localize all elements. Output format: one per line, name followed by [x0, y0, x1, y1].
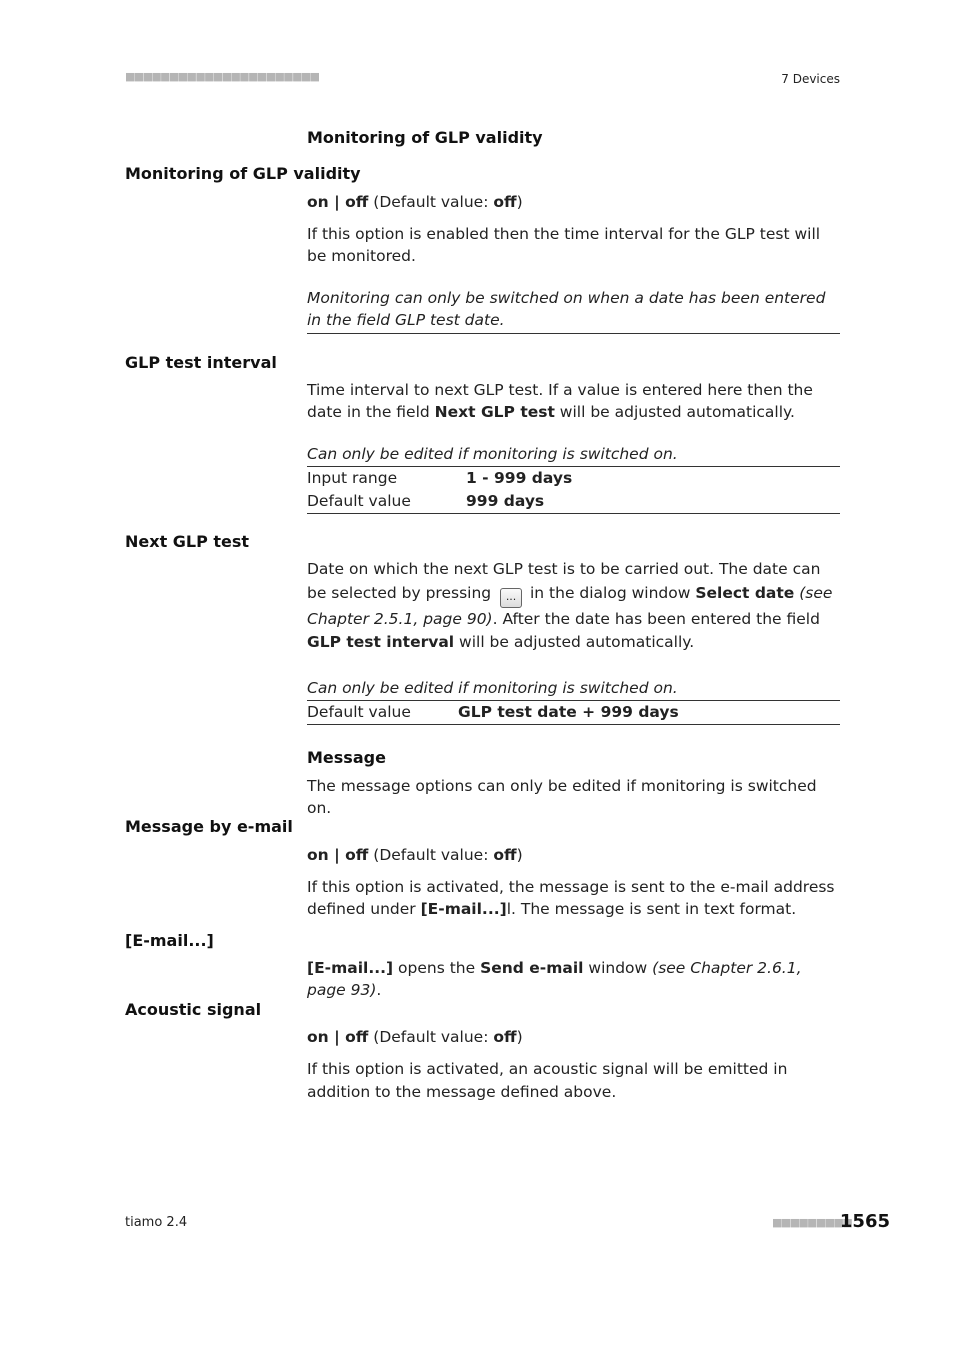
header-section: 7 Devices	[781, 72, 840, 86]
subheading-message: Message	[307, 748, 386, 767]
description-next: Date on which the next GLP test is to be carried out. The date can be selected by pressing ... in the dialog window Select date (see Chapter 2.5.1, page 90). After the date has been entered the field GLP test interval will be adjusted automatically.	[307, 560, 833, 651]
note-interval: Can only be edited if monitoring is switched on.	[307, 443, 840, 467]
footer-product: tiamo 2.4	[125, 1215, 188, 1230]
param-title-email: Message by e-mail	[125, 817, 293, 836]
table-row-default-value-next	[307, 701, 840, 725]
param-title-next: Next GLP test	[125, 532, 250, 551]
table-row-input-range	[307, 467, 840, 490]
footer-decoration: ■■■■■■■■■	[772, 1216, 852, 1229]
description-email-button: [E-mail...] opens the Send e-mail window (see Chapter 2.6.1, page 93).	[307, 959, 802, 999]
description-acoustic: If this option is activated, an acoustic signal will be emitted in addition to the message defined above.	[307, 1060, 788, 1101]
table-key: Default value	[307, 492, 411, 510]
description-interval: Time interval to next GLP test. If a value is entered here then the date in the field Next GLP test will be adjusted automatically.	[307, 381, 813, 421]
option-values-email: on | off (Default value: off)	[307, 846, 523, 864]
table-value: 999 days	[466, 492, 545, 510]
param-title-email-button: [E-mail...]	[125, 931, 214, 950]
page-number: 1565	[839, 1211, 890, 1232]
param-title-interval: GLP test interval	[125, 353, 277, 372]
table-key: Default value	[307, 703, 411, 721]
param-title-monitoring: Monitoring of GLP validity	[125, 164, 361, 183]
table-row-default-value	[307, 490, 840, 514]
description-monitoring: If this option is enabled then the time interval for the GLP test will be monitored.	[307, 225, 821, 265]
description-message: The message options can only be edited if monitoring is switched on.	[307, 777, 817, 817]
ellipsis-button-icon: ...	[500, 588, 522, 608]
note-monitoring: Monitoring can only be switched on when a date has been entered in the field GLP test date.	[307, 287, 840, 334]
table-value: GLP test date + 999 days	[458, 703, 679, 721]
section-subtitle: Monitoring of GLP validity	[307, 128, 543, 147]
option-values-monitoring: on | off (Default value: off)	[307, 193, 523, 211]
description-email: If this option is activated, the message is sent to the e-mail address defined under [E-mail...]l. The message is sent in text format.	[307, 878, 835, 918]
param-title-acoustic: Acoustic signal	[125, 1000, 262, 1019]
table-key: Input range	[307, 469, 398, 487]
option-values-acoustic: on | off (Default value: off)	[307, 1028, 523, 1046]
table-value: 1 - 999 days	[466, 469, 573, 487]
note-next: Can only be edited if monitoring is switched on.	[307, 677, 840, 701]
header-decoration: ■■■■■■■■■■■■■■■■■■■■■■	[125, 70, 319, 83]
